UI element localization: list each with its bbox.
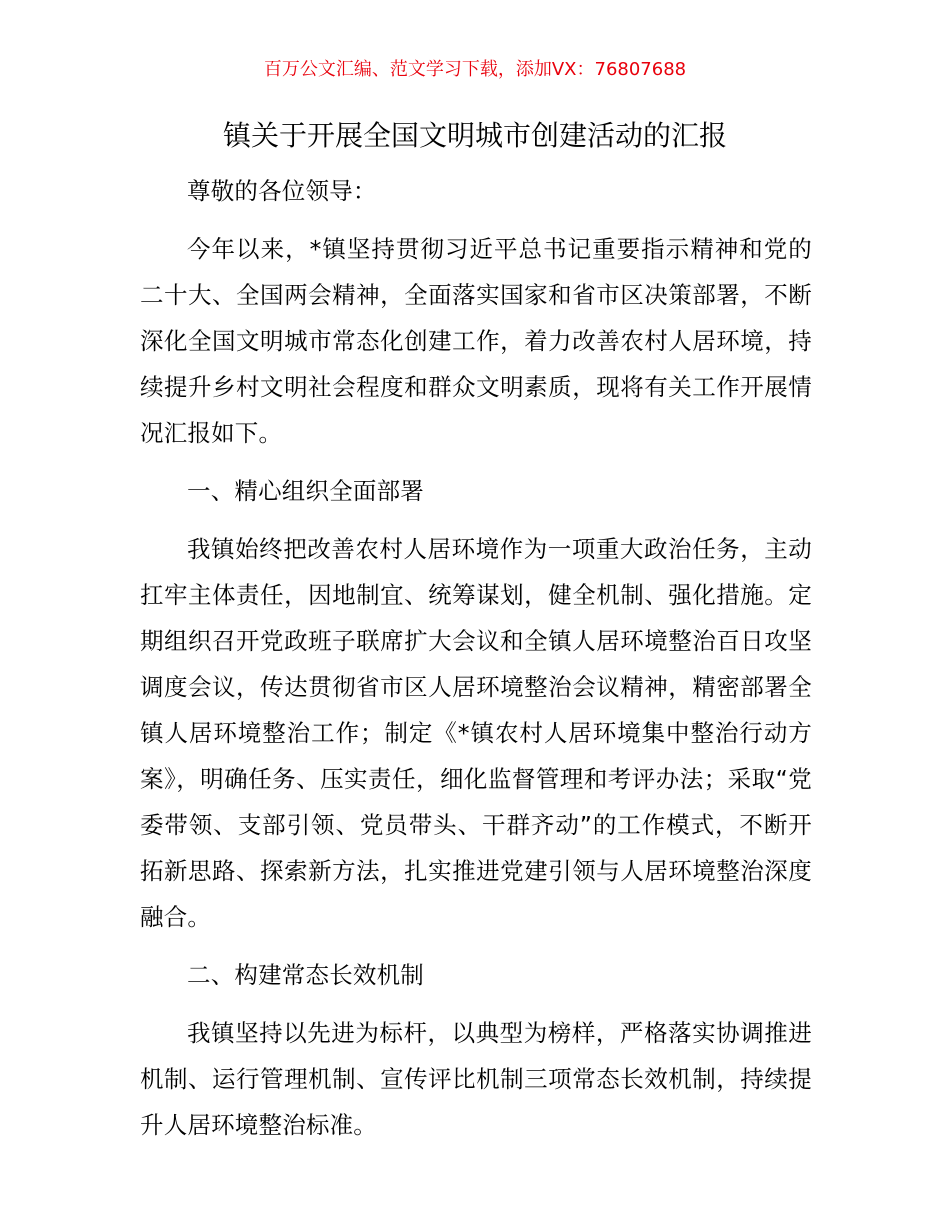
document-body bbox=[140, 168, 812, 1148]
paragraph-section-1: 我镇始终把改善农村人居环境作为一项重大政治任务，主动扛牢主体责任，因地制宜、统筹谋划，健全机制、强化措施。定期组织召开党政班子联席扩大会议和全镇人居环境整治百日攻坚调度会议，传达贯彻省市区人居环境整治会议精神，精密部署全镇人居环境整治工作；制定《*镇农村人居环境集中整治行动方案》，明确任务、压实责任，细化监督管理和考评办法；采取“党委带领、支部引领、党员带头、干群齐动”的工作模式，不断开拓新思路、探索新方法，扎实推进党建引领与人居环境整治深度融合。 bbox=[140, 535, 812, 931]
paragraph-intro: 今年以来，*镇坚持贯彻习近平总书记重要指示精神和党的二十大、全国两会精神，全面落实国家和省市区决策部署，不断深化全国文明城市常态化创建工作，着力改善农村人居环境，持续提升乡村文明社会程度和群众文明素质，现将有关工作开展情况汇报如下。 bbox=[140, 235, 812, 447]
paragraph-section-2: 我镇坚持以先进为标杆，以典型为榜样，严格落实协调推进机制、运行管理机制、宣传评比机制三项常态长效机制，持续提升人居环境整治标准。 bbox=[140, 1019, 812, 1139]
document-title: 镇关于开展全国文明城市创建活动的汇报 bbox=[222, 119, 727, 152]
salutation: 尊敬的各位领导： bbox=[187, 177, 377, 205]
section-heading-2: 二、构建常态长效机制 bbox=[187, 961, 424, 989]
section-heading-1: 一、精心组织全面部署 bbox=[187, 477, 424, 505]
watermark-header: 百万公文汇编、范文学习下载，添加VX：76807688 bbox=[263, 59, 687, 80]
